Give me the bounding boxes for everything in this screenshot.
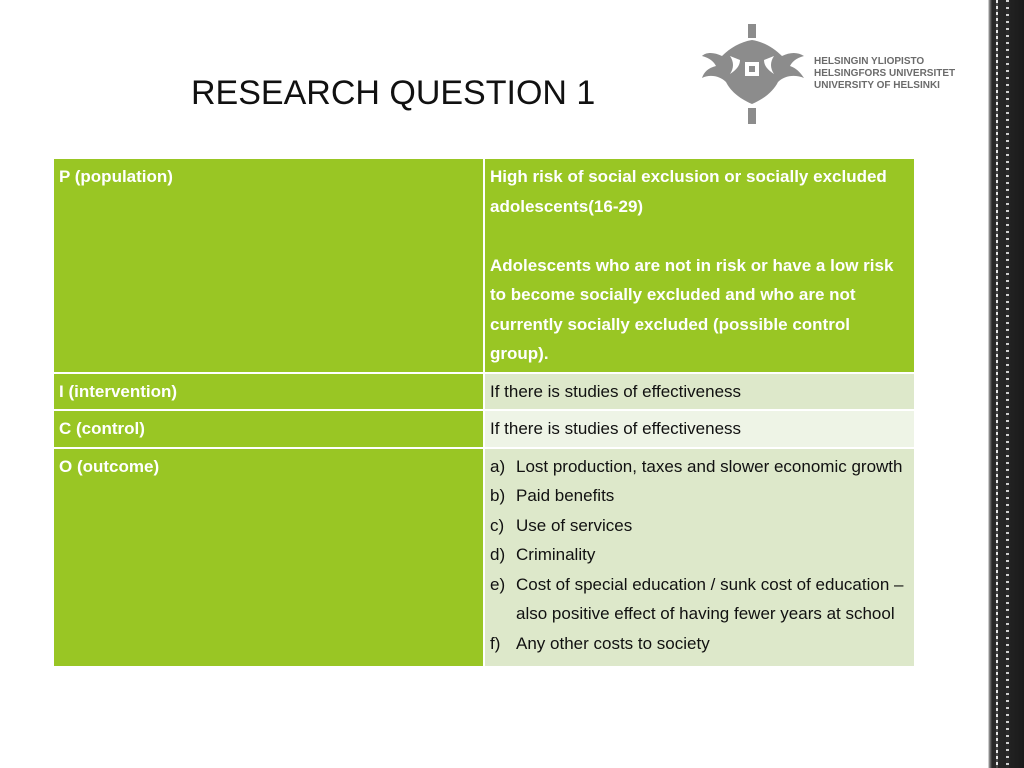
list-item-text: Lost production, taxes and slower economic growth bbox=[516, 456, 903, 476]
list-item-text: Cost of special education / sunk cost of education – also positive effect of having fewer years at school bbox=[516, 574, 904, 623]
list-item-text: Use of services bbox=[516, 515, 633, 535]
list-marker: c) bbox=[490, 515, 505, 535]
list-item bbox=[490, 481, 909, 511]
table-row-intervention bbox=[53, 373, 915, 411]
row-value-population bbox=[484, 158, 915, 373]
list-item-text: Paid benefits bbox=[516, 486, 615, 505]
list-item bbox=[490, 452, 909, 482]
row-key-control: C (control) bbox=[53, 410, 484, 448]
list-item bbox=[490, 629, 909, 659]
pico-table bbox=[52, 157, 916, 668]
row-value-intervention: If there is studies of effectiveness bbox=[484, 373, 915, 411]
population-paragraph-1: High risk of social exclusion or socially excluded adolescents(16-29) bbox=[490, 167, 887, 216]
logo-line-english: UNIVERSITY OF HELSINKI bbox=[814, 80, 940, 91]
list-marker: e) bbox=[490, 574, 506, 594]
list-marker: f) bbox=[490, 633, 501, 653]
logo-line-swedish: HELSINGFORS UNIVERSITET bbox=[814, 68, 956, 79]
list-item-text: Any other costs to society bbox=[516, 633, 710, 653]
table-row-population bbox=[53, 158, 915, 373]
logo-line-finnish: HELSINGIN YLIOPISTO bbox=[814, 56, 925, 67]
row-value-outcome bbox=[484, 448, 915, 668]
list-item bbox=[490, 511, 909, 541]
population-paragraph-2: Adolescents who are not in risk or have a low risk to become socially excluded and who are not currently socially excluded (possible control group). bbox=[490, 255, 894, 363]
list-item-text: Criminality bbox=[516, 545, 596, 564]
list-marker: d) bbox=[490, 545, 506, 564]
list-marker: b) bbox=[490, 486, 506, 505]
list-item bbox=[490, 540, 909, 570]
list-marker: a) bbox=[490, 456, 506, 476]
outcome-list bbox=[490, 452, 909, 659]
row-value-control: If there is studies of effectiveness bbox=[484, 410, 915, 448]
slide-title: RESEARCH QUESTION 1 bbox=[191, 74, 596, 112]
edge-line bbox=[1006, 0, 1009, 768]
list-item bbox=[490, 570, 909, 629]
row-key-intervention: I (intervention) bbox=[53, 373, 484, 411]
table-row-outcome bbox=[53, 448, 915, 668]
row-key-outcome: O (outcome) bbox=[53, 448, 484, 668]
table-row-control bbox=[53, 410, 915, 448]
row-key-population: P (population) bbox=[53, 158, 484, 373]
edge-line bbox=[996, 0, 998, 768]
decorative-edge-strip bbox=[976, 0, 1024, 768]
